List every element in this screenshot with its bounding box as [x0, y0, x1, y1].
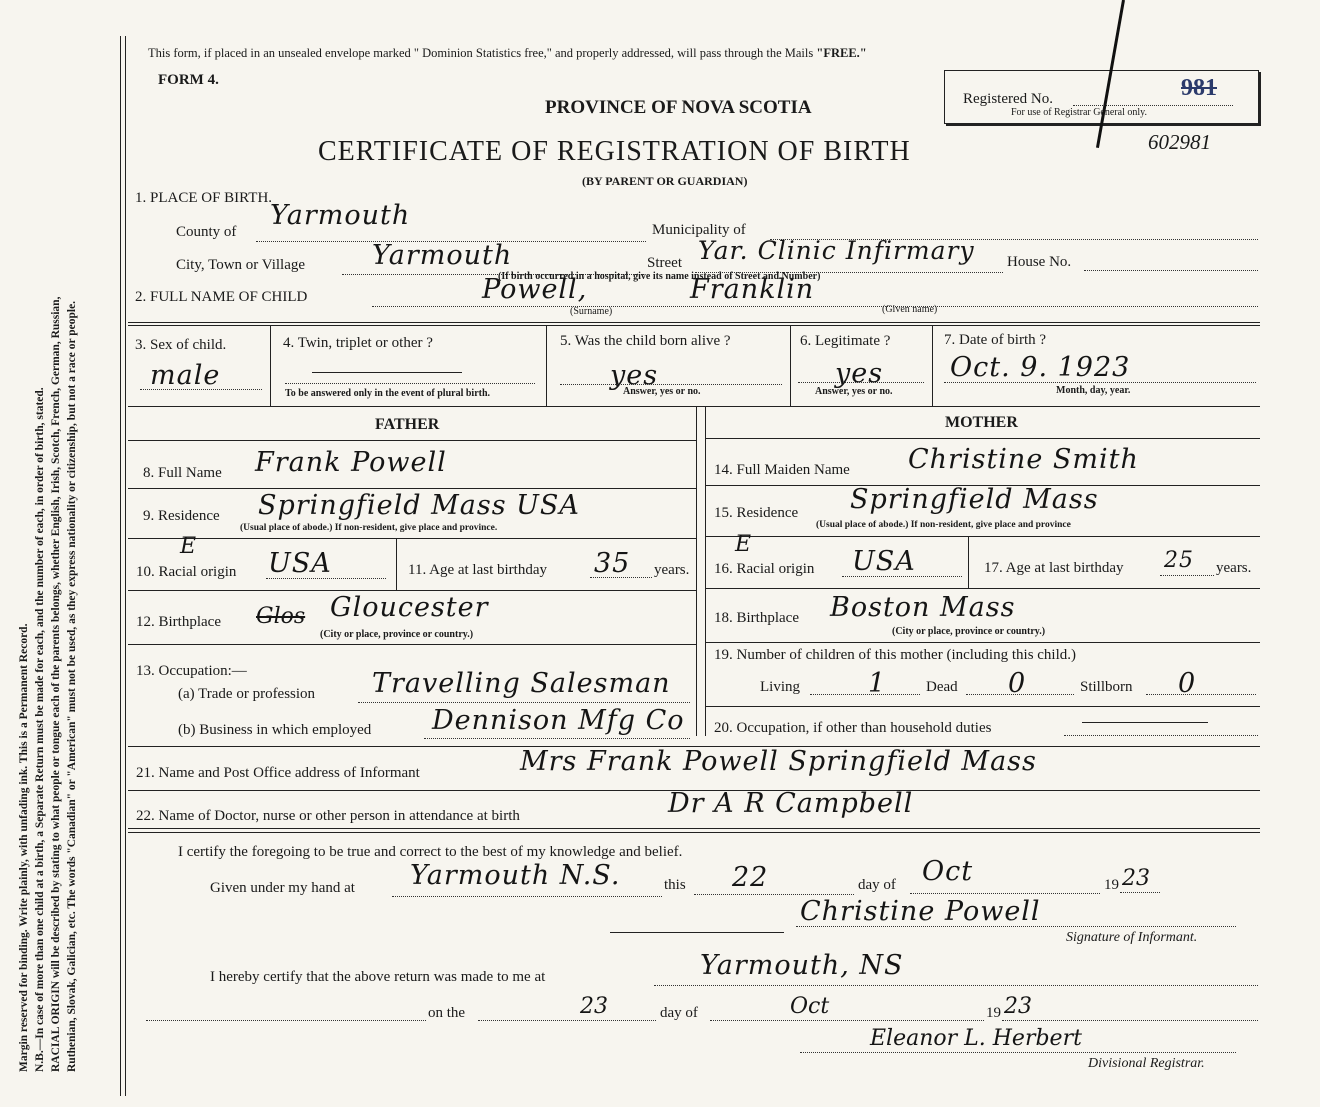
father-name-value: Frank Powell: [255, 447, 447, 478]
alive-label: 5. Was the child born alive ?: [560, 333, 731, 349]
dead-label: Dead: [926, 679, 958, 695]
registrar-signature: Eleanor L. Herbert: [870, 1026, 1082, 1051]
informant-value: Mrs Frank Powell Springfield Mass: [520, 746, 1037, 777]
row10-divider: [396, 538, 397, 590]
mother-name-label: 14. Full Maiden Name: [714, 462, 850, 478]
doctor-label: 22. Name of Doctor, nurse or other person in attendance at birth: [136, 808, 520, 824]
province-heading: PROVINCE OF NOVA SCOTIA: [545, 97, 812, 118]
registrar-statement: I hereby certify that the above return was made to me at: [210, 969, 546, 985]
mother-birthplace-caption: (City or place, province or country.): [892, 626, 1046, 637]
given-place-line: [392, 896, 662, 897]
parent-divider-b: [705, 406, 706, 736]
mother-occupation-label: 20. Occupation, if other than household duties: [714, 720, 992, 736]
father-name-label: 8. Full Name: [143, 465, 222, 481]
sex-value: male: [150, 360, 221, 391]
stamp-number: 602981: [1148, 130, 1211, 154]
stillborn-value: 0: [1178, 668, 1197, 699]
mother-racial-label: 16. Racial origin: [714, 561, 815, 577]
margin-note-3: RACIAL ORIGIN will be described by stating to what people or tongue each of the parents belongs, whether English, Irish, Scotch, French, German, Russian,: [50, 296, 62, 1072]
col-divider-1: [270, 326, 271, 406]
registrar-lead-line: [146, 1020, 426, 1021]
registrar-month-line: [710, 1020, 984, 1021]
street-value: Yar. Clinic Infirmary: [698, 236, 975, 265]
father-rule: [128, 440, 696, 441]
house-line: [1084, 270, 1258, 271]
certify-statement: I certify the foregoing to be true and correct to the best of my knowledge and belief.: [178, 844, 683, 860]
mother-racial-mark: E: [735, 532, 752, 557]
legitimate-value: yes: [835, 358, 884, 389]
row16-rule: [706, 588, 1260, 589]
twin-note: To be answered only in the event of plural birth.: [285, 388, 491, 399]
registrar-day-value: 23: [580, 994, 608, 1019]
row16-divider: [968, 536, 969, 588]
registered-value: 981: [1181, 75, 1217, 101]
father-residence-label: 9. Residence: [143, 508, 220, 524]
mother-racial-line: [842, 576, 962, 577]
dead-value: 0: [1008, 668, 1027, 699]
father-occupation-label: 13. Occupation:—: [136, 663, 247, 679]
father-birthplace-value: Gloucester: [330, 592, 489, 623]
mother-name-value: Christine Smith: [908, 444, 1139, 475]
alive-line: [560, 384, 782, 385]
informant-sign-rule: [610, 932, 784, 933]
father-racial-line: [266, 578, 386, 579]
stillborn-label: Stillborn: [1080, 679, 1133, 695]
father-years: years.: [654, 562, 690, 578]
father-racial-label: 10. Racial origin: [136, 564, 237, 580]
father-trade-value: Travelling Salesman: [372, 668, 671, 699]
county-value: Yarmouth: [270, 200, 411, 231]
row9-rule: [128, 538, 696, 539]
row19-rule: [706, 706, 1260, 707]
county-label: County of: [176, 224, 237, 240]
mother-age-label: 17. Age at last birthday: [984, 560, 1124, 576]
row15-rule: [706, 536, 1260, 537]
surname-caption: (Surname): [570, 306, 613, 317]
page-title: CERTIFICATE OF REGISTRATION OF BIRTH: [318, 136, 911, 167]
cert-year-prefix: 19: [1104, 877, 1119, 893]
child-given-name: Franklin: [690, 274, 815, 305]
twin-label: 4. Twin, triplet or other ?: [283, 335, 433, 351]
father-birthplace-struck: Glos: [256, 604, 306, 629]
registrar-caption: Divisional Registrar.: [1088, 1056, 1205, 1071]
stillborn-line: [1146, 694, 1256, 695]
registered-dots: [1073, 105, 1233, 106]
living-label: Living: [760, 679, 800, 695]
father-racial-value: USA: [268, 548, 332, 579]
dob-line: [944, 382, 1256, 383]
legitimate-caption: Answer, yes or no.: [815, 386, 893, 397]
father-business-line: [424, 738, 690, 739]
child-name-line: [372, 306, 1258, 307]
informant-signature-line: [796, 926, 1236, 927]
margin-instructions: [16, 32, 126, 1072]
legitimate-label: 6. Legitimate ?: [800, 333, 891, 349]
given-under-label: Given under my hand at: [210, 880, 355, 896]
cert-month-value: Oct: [922, 856, 974, 887]
cert-year-line: [1120, 892, 1160, 893]
father-trade-line: [358, 702, 690, 703]
given-name-caption: (Given name): [882, 304, 938, 315]
margin-rule-inner: [125, 36, 126, 1096]
col-divider-4: [932, 326, 933, 406]
dob-value: Oct. 9. 1923: [950, 352, 1131, 383]
child-name-label: 2. FULL NAME OF CHILD: [135, 289, 308, 305]
registrar-place-value: Yarmouth, NS: [700, 950, 904, 981]
mother-residence-caption: (Usual place of abode.) If non-resident, give place and province: [816, 520, 1071, 530]
dob-caption: Month, day, year.: [1056, 385, 1131, 396]
margin-note-1: Margin reserved for binding. Write plainly, with unfading ink. This is a Permanent Record.: [18, 623, 30, 1072]
alive-caption: Answer, yes or no.: [623, 386, 701, 397]
father-trade-label: (a) Trade or profession: [178, 686, 316, 702]
house-label: House No.: [1007, 254, 1072, 270]
cert-month-line: [910, 893, 1100, 894]
mother-age-line: [1160, 575, 1214, 576]
cert-year-value: 23: [1122, 866, 1150, 891]
mother-residence-value: Springfield Mass: [850, 484, 1099, 515]
informant-signature: Christine Powell: [800, 896, 1041, 927]
margin-note-4: Ruthenian, Slovak, Galician, etc. The words "Canadian" or "American" must not be used, as they express nationality or citizenship, but not a race or people.: [66, 300, 78, 1072]
mail-free: "FREE.": [816, 46, 867, 60]
living-line: [810, 694, 920, 695]
father-heading: FATHER: [375, 416, 440, 433]
registered-label: Registered No.: [963, 91, 1053, 107]
mother-birthplace-value: Boston Mass: [830, 592, 1016, 623]
this-label: this: [664, 877, 686, 893]
mother-residence-label: 15. Residence: [714, 505, 799, 521]
row-rule-top: [128, 322, 1260, 323]
row22-rule-2: [128, 832, 1260, 833]
cert-day-line: [694, 894, 854, 895]
legitimate-line: [798, 382, 924, 383]
registrar-day-of-label: day of: [660, 1005, 698, 1021]
street-label: Street: [647, 255, 682, 271]
parent-divider-a: [696, 406, 697, 736]
dob-label: 7. Date of birth ?: [944, 332, 1047, 348]
row10-rule: [128, 590, 696, 591]
mother-birthplace-label: 18. Birthplace: [714, 610, 799, 626]
registrar-year-prefix: 19: [986, 1005, 1001, 1021]
father-business-value: Dennison Mfg Co: [432, 705, 685, 736]
children-count-label: 19. Number of children of this mother (including this child.): [714, 647, 1077, 663]
father-birthplace-label: 12. Birthplace: [136, 614, 221, 630]
row-rule-top-2: [128, 325, 1260, 326]
mother-rule: [706, 438, 1260, 439]
cert-day-value: 22: [732, 862, 769, 893]
municipality-label: Municipality of: [652, 222, 746, 238]
row12-rule: [128, 644, 696, 645]
informant-signature-caption: Signature of Informant.: [1066, 930, 1198, 945]
mail-notice-text: This form, if placed in an unsealed envelope marked " Dominion Statistics free," and properly addressed, will pass through the Mails: [148, 46, 814, 60]
mother-racial-value: USA: [852, 546, 916, 577]
father-birthplace-caption: (City or place, province or country.): [320, 629, 474, 640]
child-surname: Powell,: [482, 274, 588, 305]
city-label: City, Town or Village: [176, 257, 306, 273]
mother-age-value: 25: [1164, 548, 1194, 573]
form-number: FORM 4.: [158, 72, 219, 88]
row-rule-bottom: [128, 406, 1260, 407]
doctor-value: Dr A R Campbell: [668, 788, 914, 819]
father-age-value: 35: [594, 548, 631, 579]
alive-value: yes: [610, 360, 659, 391]
father-residence-value: Springfield Mass USA: [258, 490, 580, 521]
sex-label: 3. Sex of child.: [135, 337, 227, 353]
sex-line: [140, 389, 262, 390]
registrar-on-the-label: on the: [428, 1005, 466, 1021]
place-heading: 1. PLACE OF BIRTH.: [135, 190, 273, 206]
mail-notice: [148, 46, 867, 61]
margin-rule: [120, 36, 121, 1096]
registrar-year-value: 23: [1004, 994, 1032, 1019]
father-age-label: 11. Age at last birthday: [408, 562, 547, 578]
row18-rule: [706, 642, 1260, 643]
registrar-year-line: [1002, 1020, 1258, 1021]
mother-years: years.: [1216, 560, 1252, 576]
twin-dash: [312, 372, 462, 373]
father-residence-caption: (Usual place of abode.) If non-resident, give place and province.: [240, 523, 498, 533]
city-value: Yarmouth: [372, 240, 513, 271]
mother-heading: MOTHER: [945, 414, 1018, 431]
given-place-value: Yarmouth N.S.: [410, 860, 621, 891]
row8-rule: [128, 488, 696, 489]
twin-line: [285, 383, 535, 384]
registrar-signature-line: [800, 1052, 1236, 1053]
registrar-day-line: [478, 1020, 656, 1021]
father-age-line: [590, 577, 652, 578]
registrar-month-value: Oct: [790, 994, 830, 1019]
mother-occupation-line: [1064, 735, 1258, 736]
informant-label: 21. Name and Post Office address of Informant: [136, 765, 420, 781]
hospital-note: (If birth occurred in a hospital, give its name instead of Street and Number): [498, 271, 821, 282]
father-racial-mark: E: [180, 534, 197, 559]
living-value: 1: [868, 668, 887, 699]
cert-day-of-label: day of: [858, 877, 896, 893]
margin-note-2: N.B.—In case of more than one child at a birth, a Separate Return must be made for each, and the number of each, in order of birth, stated.: [34, 387, 46, 1072]
page-subtitle: (BY PARENT OR GUARDIAN): [582, 174, 748, 188]
registrar-use-note: For use of Registrar General only.: [1011, 107, 1147, 118]
col-divider-3: [790, 326, 791, 406]
row22-rule: [128, 828, 1260, 829]
col-divider-2: [546, 326, 547, 406]
mother-occupation-dash: [1082, 722, 1208, 723]
father-business-label: (b) Business in which employed: [178, 722, 372, 738]
registrar-place-line: [654, 985, 1258, 986]
